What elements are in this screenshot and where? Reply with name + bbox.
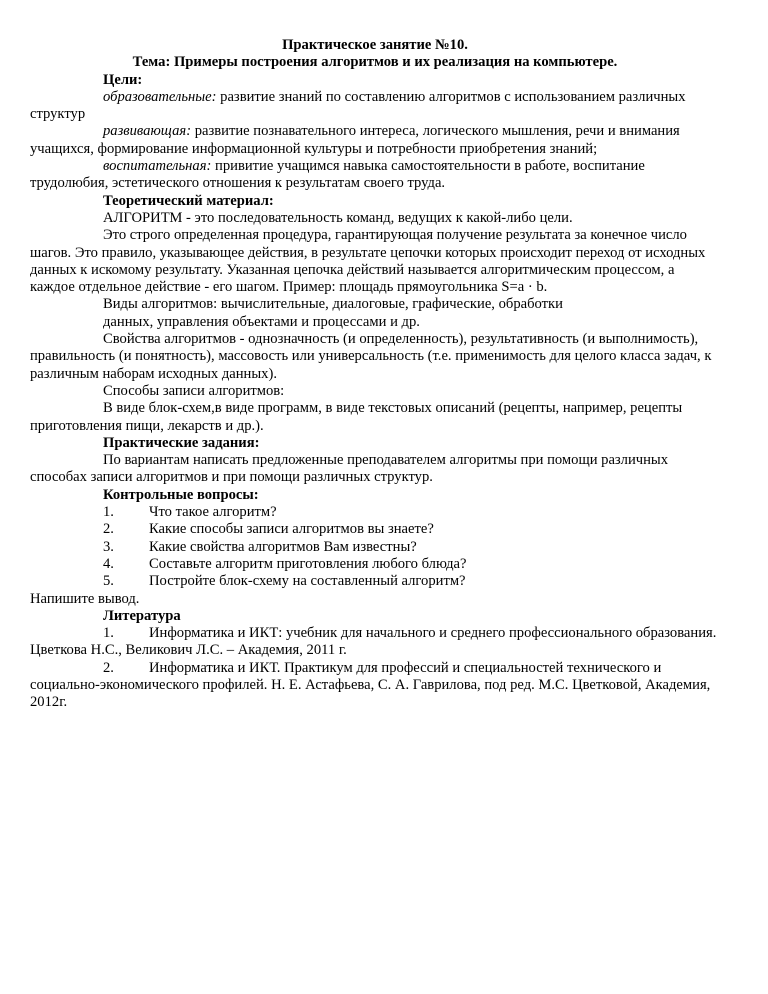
theory-paragraph: Это строго определенная процедура, гарантирующая получение результата за конечное число шагов. Это правило, указывающее действия, в результате цепочки которых происходит переход от исходных данных к искомому результату. Указанная цепочка действий называется алгоритмическим процессом, а каждое отдельное действие - его шагом. Пример: площадь прямоугольника S=a · b. — [30, 227, 706, 296]
question-item — [30, 556, 720, 573]
literature-text: Информатика и ИКТ. Практикум для профессий и специальностей технического и социально-экономического профилей. Н. Е. Астафьева, С. А. Гаврилова, под ред. М.С. Цветковой, Академия, 2012г. — [30, 659, 711, 711]
goal-developing — [30, 123, 720, 158]
conclusion-text: Напишите вывод. — [30, 590, 140, 607]
tasks-heading: Практические задания: — [103, 434, 260, 451]
question-number: 1. — [103, 504, 114, 521]
document-page — [30, 37, 720, 712]
question-item — [30, 521, 720, 538]
literature-heading: Литература — [103, 607, 181, 624]
question-number: 4. — [103, 555, 114, 572]
question-text: Что такое алгоритм? — [149, 504, 277, 521]
goal-text: развитие познавательного интереса, логического мышления, речи и внимания учащихся, формирование информационной культуры и потребности приобретения знаний; — [30, 123, 680, 157]
goal-label: образовательные: — [103, 88, 217, 105]
goal-educational — [30, 89, 720, 124]
questions-heading: Контрольные вопросы: — [103, 486, 259, 503]
literature-number: 2. — [103, 659, 114, 676]
theory-paragraph: В виде блок-схем,в виде программ, в виде текстовых описаний (рецепты, например, рецепты приготовления пищи, лекарств и др.). — [30, 400, 683, 434]
literature-text: Информатика и ИКТ: учебник для начального и среднего профессионального образования. Цветкова Н.С., Великович Л.С. – Академия, 2011 г. — [30, 625, 717, 659]
question-item — [30, 539, 720, 556]
goal-upbringing — [30, 158, 720, 193]
document-topic: Тема: Примеры построения алгоритмов и их реализация на компьютере. — [132, 54, 618, 71]
theory-paragraph: АЛГОРИТМ - это последовательность команд, ведущих к какой-либо цели. — [103, 209, 573, 226]
question-text: Постройте блок-схему на составленный алгоритм? — [149, 573, 466, 590]
question-item — [30, 504, 720, 521]
literature-item — [30, 660, 720, 712]
tasks-text: По вариантам написать предложенные преподавателем алгоритмы при помощи различных способах записи алгоритмов и при помощи различных структур. — [30, 452, 669, 486]
goal-text: привитие учащимся навыка самостоятельности в работе, воспитание трудолюбия, эстетического отношения к результатам своего труда. — [30, 158, 645, 192]
question-text: Составьте алгоритм приготовления любого блюда? — [149, 555, 467, 572]
goal-label: воспитательная: — [103, 158, 212, 175]
theory-heading: Теоретический материал: — [103, 192, 274, 209]
goal-text: развитие знаний по составлению алгоритмов с использованием различных структур — [30, 88, 686, 123]
goals-heading: Цели: — [103, 71, 143, 88]
question-text: Какие свойства алгоритмов Вам известны? — [149, 538, 417, 555]
goal-label: развивающая: — [103, 123, 192, 140]
literature-number: 1. — [103, 625, 114, 642]
theory-paragraph: данных, управления объектами и процессами и др. — [103, 313, 420, 330]
theory-paragraph: Свойства алгоритмов - однозначность (и определенность), результативность (и выполнимость), правильность (и понятность), массовость или универсальность (т.е. применимость для целого класса задач, к различным наборам исходных данных). — [30, 331, 712, 382]
document-title: Практическое занятие №10. — [282, 37, 468, 53]
question-number: 2. — [103, 521, 114, 538]
question-number: 3. — [103, 538, 114, 555]
theory-paragraph: Способы записи алгоритмов: — [103, 382, 285, 399]
theory-paragraph: Виды алгоритмов: вычислительные, диалоговые, графические, обработки — [103, 296, 563, 313]
literature-item — [30, 625, 720, 660]
question-text: Какие способы записи алгоритмов вы знаете? — [149, 521, 434, 538]
question-number: 5. — [103, 573, 114, 590]
question-item — [30, 573, 720, 590]
